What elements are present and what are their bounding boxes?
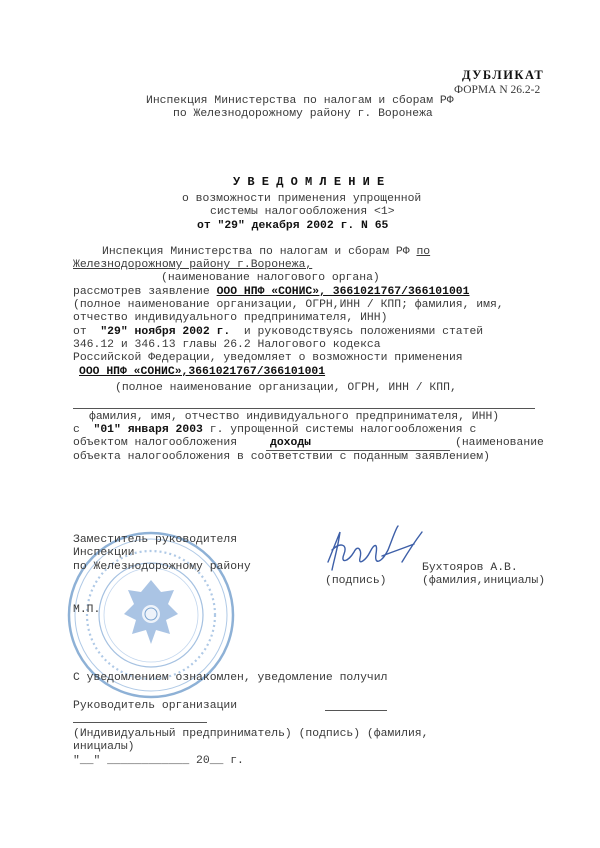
body-line-6: отчество индивидуального предпринимателя, ИНН) bbox=[73, 312, 388, 324]
inspection-district: Железнодорожному району г.Воронежа, bbox=[73, 259, 313, 271]
stamp-place-mark: М.П. bbox=[73, 604, 101, 616]
object-label: объектом налогообложения bbox=[73, 437, 238, 449]
ack-name-underline bbox=[73, 722, 207, 723]
name-caption: (фамилия,инициалы) bbox=[422, 575, 546, 587]
position-line-1: Заместитель руководителя bbox=[73, 534, 238, 546]
usn-text: г. упрощенной системы налогообложения с bbox=[209, 424, 477, 436]
tax-object: доходы bbox=[270, 437, 312, 449]
form-number: ФОРМА N 26.2-2 bbox=[454, 84, 541, 96]
inspection-text: Инспекция Министерства по налогам и сборам РФ bbox=[102, 246, 410, 258]
body-line-15: объекта налогообложения в соответствии с поданным заявлением) bbox=[73, 451, 490, 463]
body-line-1 bbox=[102, 246, 430, 259]
body-line-12: фамилия, имя, отчество индивидуального предпринимателя, ИНН) bbox=[89, 411, 500, 423]
title-date-line: от "29" декабря 2002 г. N 65 bbox=[197, 220, 389, 232]
title-subtitle-2: системы налогообложения <1> bbox=[210, 206, 395, 218]
document-title: У В Е Д О М Л Е Н И Е bbox=[233, 175, 385, 189]
duplicate-stamp: ДУБЛИКАТ bbox=[462, 68, 545, 82]
ack-line-1: С уведомлением ознакомлен, уведомление получил bbox=[73, 672, 388, 684]
signer-name: Бухтояров А.В. bbox=[422, 562, 518, 574]
inspection-name-line1: Инспекция Министерства по налогам и сборам РФ bbox=[146, 95, 454, 107]
handwritten-signature bbox=[318, 522, 438, 582]
ack-signature-underline bbox=[325, 710, 387, 711]
from-label: от bbox=[73, 326, 87, 338]
ack-line-4: инициалы) bbox=[73, 741, 135, 753]
body-line-5: (полное наименование организации, ОГРН,ИНН / КПП; фамилия, имя, bbox=[73, 299, 504, 311]
applicant-name: ООО НПФ «СОНИС», 3661021767/366101001 bbox=[216, 286, 470, 298]
body-line-8: 346.12 и 346.13 главы 26.2 Налогового кодекса bbox=[73, 339, 381, 351]
start-date: "01" января 2003 bbox=[93, 424, 203, 436]
position-line-3: по Железнодорожному району bbox=[73, 561, 251, 573]
ack-line-2: Руководитель организации bbox=[73, 700, 238, 712]
articles-text: и руководствуясь положениями статей bbox=[243, 326, 484, 338]
body-line-9: Российской Федерации, уведомляет о возможности применения bbox=[73, 352, 463, 364]
body-line-4 bbox=[73, 286, 469, 299]
blank-underline bbox=[73, 408, 535, 409]
position-line-2: Инспекции bbox=[73, 547, 135, 559]
ack-line-3: (Индивидуальный предприниматель) (подпись) (фамилия, bbox=[73, 728, 429, 740]
body-line-11: (полное наименование организации, ОГРН, ИНН / КПП, bbox=[115, 382, 457, 394]
since-label: с bbox=[73, 424, 80, 436]
body-line-14 bbox=[73, 437, 237, 450]
considered-label: рассмотрев заявление bbox=[73, 286, 210, 298]
body-line-3: (наименование налогового органа) bbox=[161, 272, 380, 284]
body-line-7 bbox=[73, 326, 483, 339]
organization-name: ООО НПФ «СОНИС»,3661021767/366101001 bbox=[79, 366, 326, 378]
ack-date-line: "__" ____________ 20__ г. bbox=[73, 755, 244, 767]
tax-object-caption: (наименование bbox=[455, 437, 544, 449]
inspection-name-line2: по Железнодорожному району г. Воронежа bbox=[173, 108, 433, 120]
title-subtitle-1: о возможности применения упрощенной bbox=[182, 193, 422, 205]
body-line-13 bbox=[73, 424, 476, 437]
signature-caption: (подпись) bbox=[325, 575, 387, 587]
inspection-district-link-start: по bbox=[416, 246, 431, 258]
application-date: "29" ноября 2002 г. bbox=[100, 326, 231, 338]
